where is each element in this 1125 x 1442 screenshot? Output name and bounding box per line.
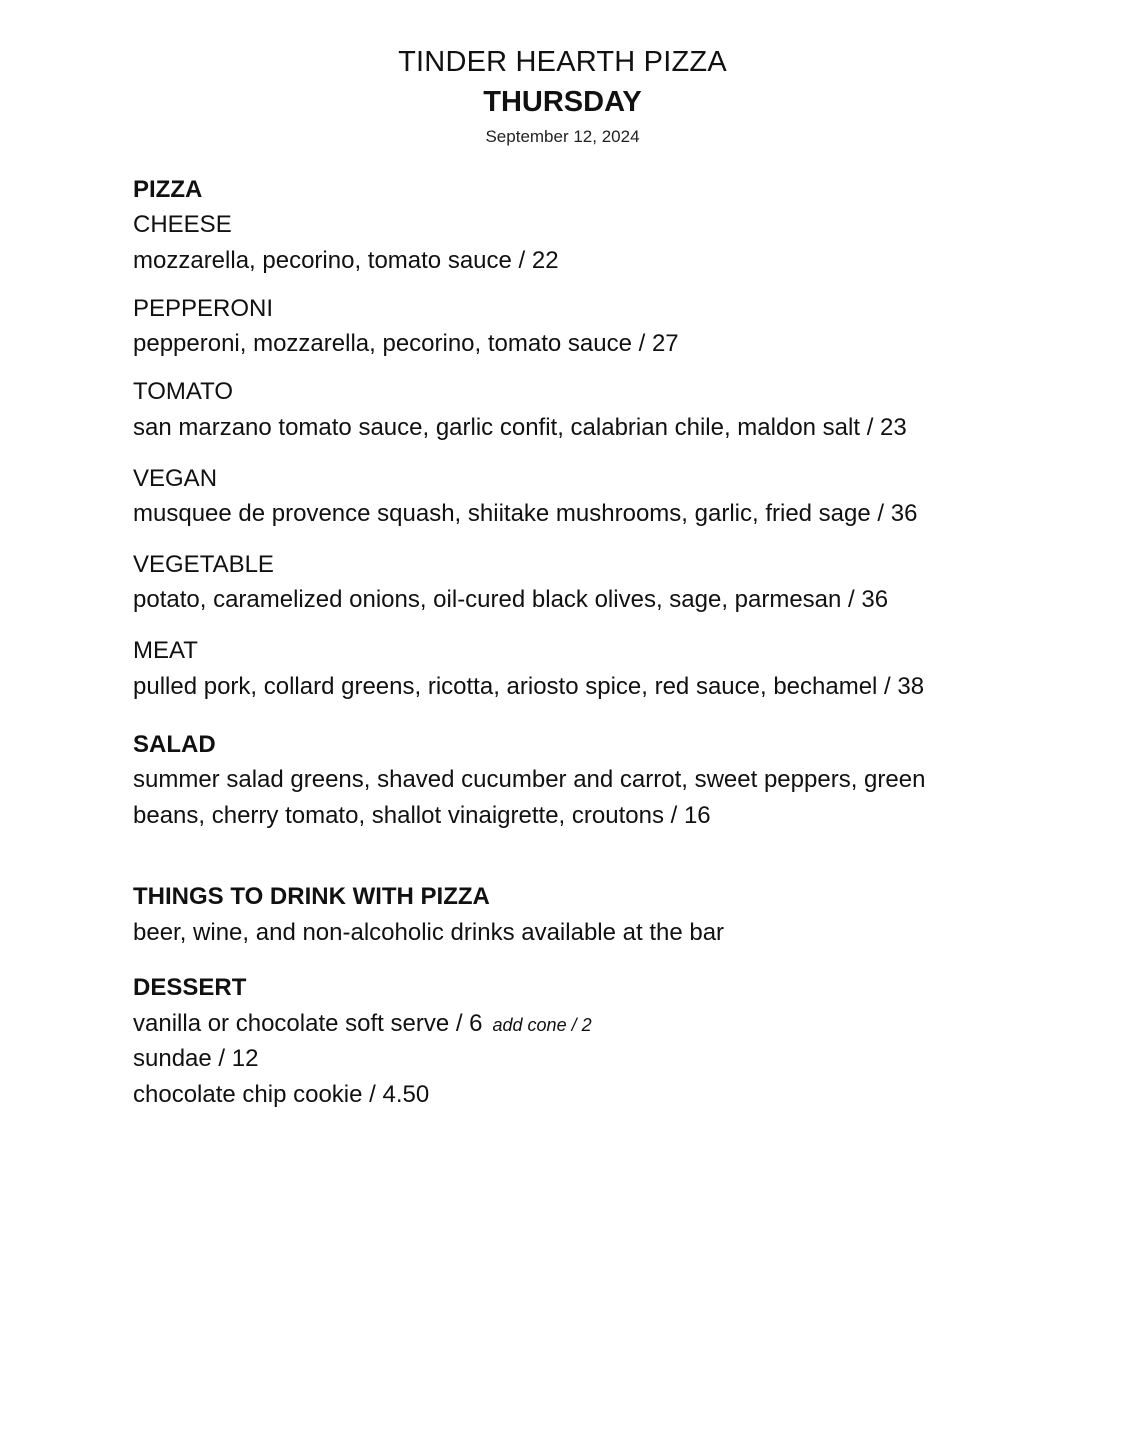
menu-date: September 12, 2024 (485, 127, 640, 146)
pizza-item-desc: pepperoni, mozzarella, pecorino, tomato sauce / 27 (133, 330, 679, 357)
dessert-item (133, 1009, 592, 1040)
section-title-pizza: PIZZA (133, 176, 203, 203)
salad-desc-line: summer salad greens, shaved cucumber and carrot, sweet peppers, green (133, 766, 926, 793)
drinks-desc: beer, wine, and non-alcoholic drinks available at the bar (133, 919, 725, 946)
pizza-item-name: MEAT (133, 637, 198, 664)
pizza-item-name: VEGETABLE (133, 551, 274, 578)
dessert-item: sundae / 12 (133, 1045, 259, 1072)
menu-day: THURSDAY (483, 86, 642, 118)
pizza-item-desc: potato, caramelized onions, oil-cured black olives, sage, parmesan / 36 (133, 586, 889, 613)
pizza-item-name: CHEESE (133, 211, 232, 238)
dessert-item: chocolate chip cookie / 4.50 (133, 1081, 430, 1108)
pizza-item-desc: pulled pork, collard greens, ricotta, ariosto spice, red sauce, bechamel / 38 (133, 673, 925, 700)
pizza-item-name: VEGAN (133, 465, 218, 492)
dessert-item-text: vanilla or chocolate soft serve / 6 (133, 1010, 483, 1037)
section-title-dessert: DESSERT (133, 974, 247, 1001)
section-title-drinks: THINGS TO DRINK WITH PIZZA (133, 883, 490, 910)
pizza-item-desc: san marzano tomato sauce, garlic confit, calabrian chile, maldon salt / 23 (133, 414, 907, 441)
pizza-item-name: TOMATO (133, 378, 234, 405)
pizza-item-desc: mozzarella, pecorino, tomato sauce / 22 (133, 247, 559, 274)
section-title-salad: SALAD (133, 731, 216, 758)
pizza-item-name: PEPPERONI (133, 295, 274, 322)
dessert-item-note: add cone / 2 (492, 1015, 592, 1035)
restaurant-name: TINDER HEARTH PIZZA (398, 46, 727, 78)
pizza-item-desc: musquee de provence squash, shiitake mushrooms, garlic, fried sage / 36 (133, 500, 918, 527)
salad-desc-line: beans, cherry tomato, shallot vinaigrette, croutons / 16 (133, 802, 711, 829)
